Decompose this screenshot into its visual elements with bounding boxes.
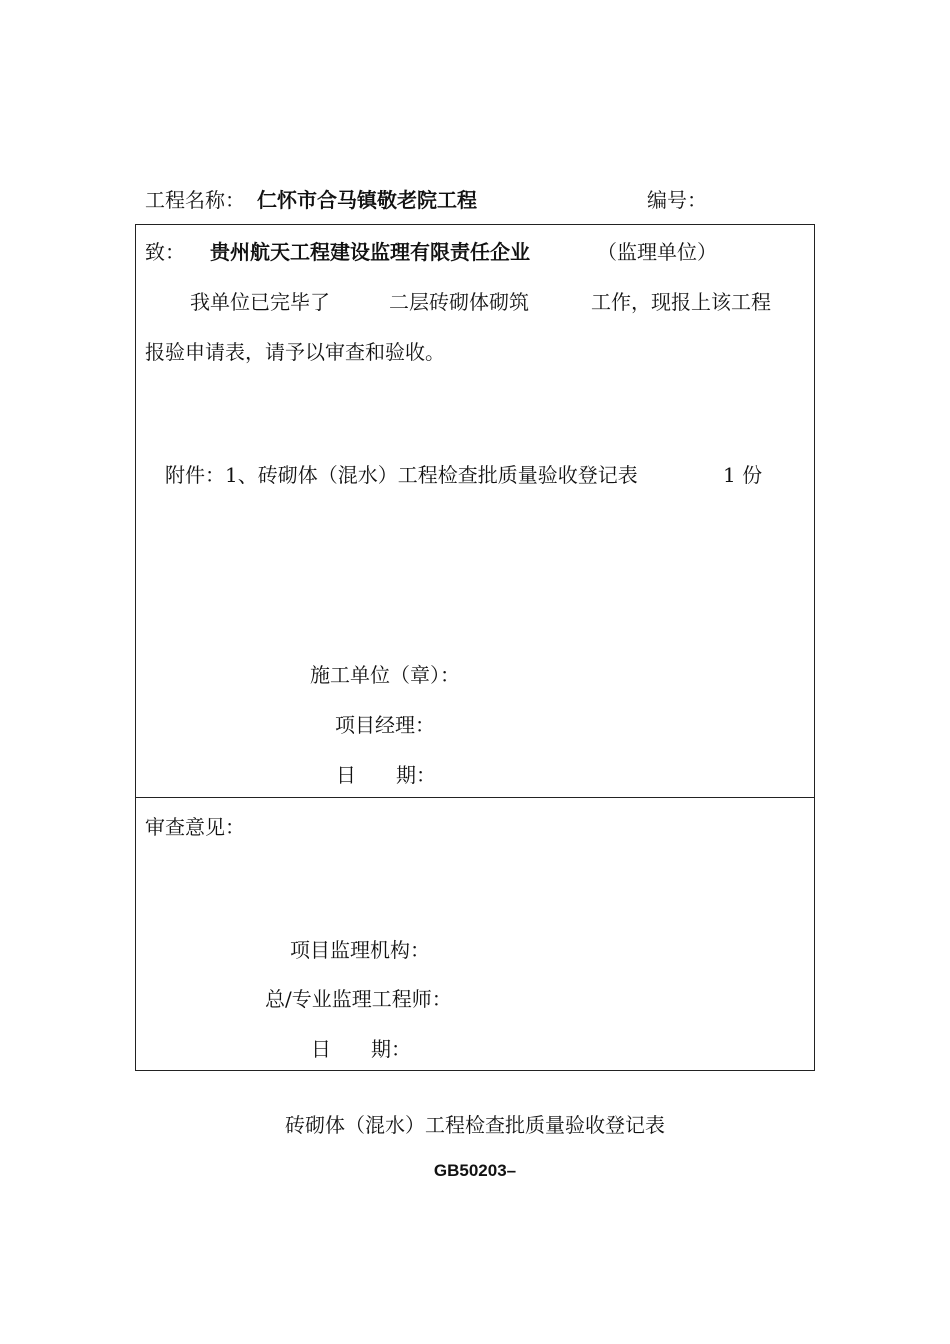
form-section-divider [135,797,815,798]
review-opinion-label: 审查意见： [145,815,245,839]
serial-number-label: 编号： [647,188,707,212]
project-name-value: 仁怀市合马镇敬老院工程 [257,188,477,212]
project-name-label: 工程名称： [145,188,245,212]
attachment-item: 附件：1、砖砌体（混水）工程检查批质量验收登记表 [165,463,638,487]
attachment-count: 1 份 [723,463,763,487]
recipient-unit: 贵州航天工程建设监理有限责任企业 [210,240,530,264]
next-form-title: 砖砌体（混水）工程检查批质量验收登记表 [285,1113,665,1137]
request-work-item: 二层砖砌体砌筑 [389,290,529,314]
contractor-seal-label: 施工单位（章）： [310,663,460,687]
request-text-part3: 报验申请表，请予以审查和验收。 [145,340,445,364]
request-text-part2: 工作，现报上该工程 [591,290,771,314]
project-manager-label: 项目经理： [335,713,435,737]
request-text-part1: 我单位已完毕了 [190,290,330,314]
supervision-engineer-label: 总/专业监理工程师： [265,987,452,1011]
review-date-label: 日 期： [311,1037,411,1061]
contractor-date-label: 日 期： [336,763,436,787]
recipient-label: 致： [145,240,185,264]
standard-code: GB50203– [433,1161,517,1180]
recipient-role: （监理单位） [597,240,717,264]
supervision-org-label: 项目监理机构： [290,938,430,962]
